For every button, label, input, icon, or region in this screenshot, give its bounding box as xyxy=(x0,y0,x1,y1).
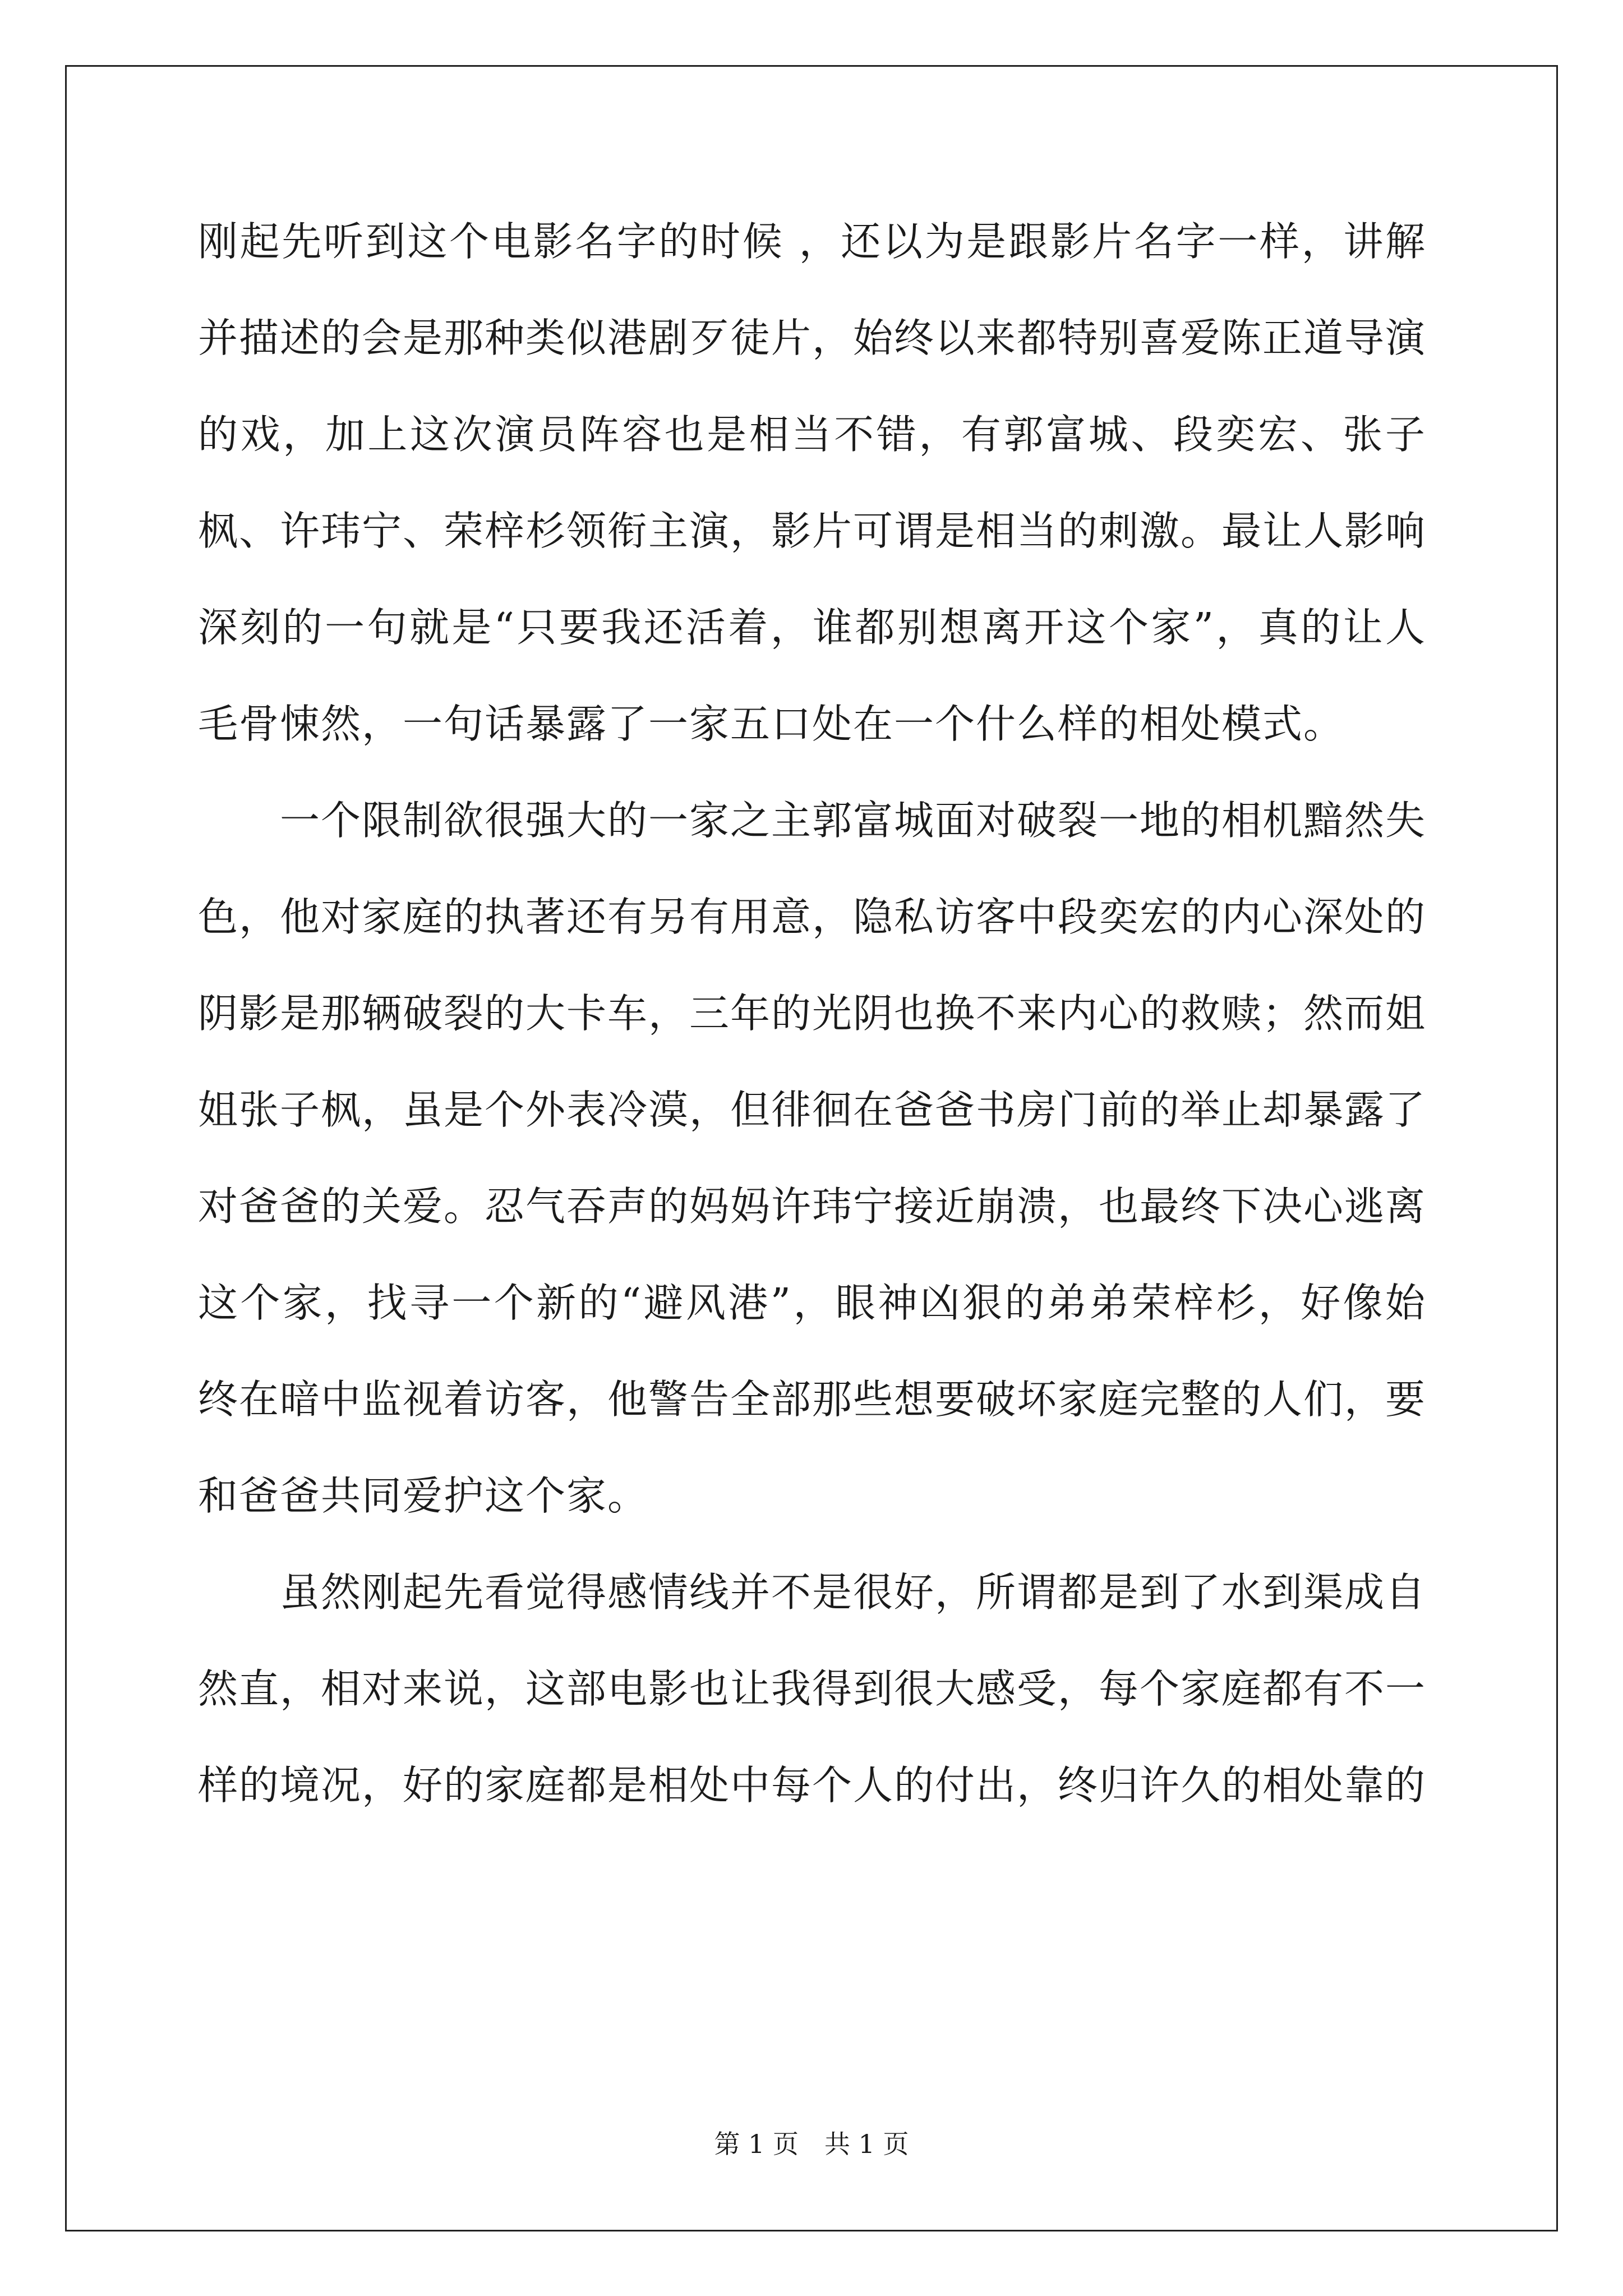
paragraph-1: 刚起先听到这个电影名字的时候 ，还以为是跟影片名字一样，讲解并描述的会是那种类似港剧歹徒片，始终以来都特别喜爱陈正道导演的戏，加上这次演员阵容也是相当不错，有郭富城、段奕宏、张子枫、许玮宁、荣梓杉领衔主演，影片可谓是相当的刺激。最让人影响深刻的一句就是“只要我还活着，谁都别想离开这个家”，真的让人毛骨悚然，一句话暴露了一家五口处在一个什么样的相处模式。 xyxy=(198,218,1427,747)
paragraph-3: 虽然刚起先看觉得感情线并不是很好，所谓都是到了水到渠成自然直，相对来说，这部电影也让我得到很大感受，每个家庭都有不一样的境况，好的家庭都是相处中每个人的付出，终归许久的相处靠的 xyxy=(198,1569,1427,1809)
document-body xyxy=(198,194,1426,1834)
paragraph-2: 一个限制欲很强大的一家之主郭富城面对破裂一地的相机黯然失色，他对家庭的执著还有另有用意，隐私访客中段奕宏的内心深处的阴影是那辆破裂的大卡车，三年的光阴也换不来内心的救赎；然而姐姐张子枫，虽是个外表冷漠，但徘徊在爸爸书房门前的举止却暴露了对爸爸的关爱。忍气吞声的妈妈许玮宁接近崩溃，也最终下决心逃离这个家，找寻一个新的“避风港”，眼神凶狠的弟弟荣梓杉，好像始终在暗中监视着访客，他警告全部那些想要破坏家庭完整的人们，要和爸爸共同爱护这个家。 xyxy=(198,797,1427,1519)
page-number-footer: 第 1 页 共 1 页 xyxy=(714,2129,909,2159)
